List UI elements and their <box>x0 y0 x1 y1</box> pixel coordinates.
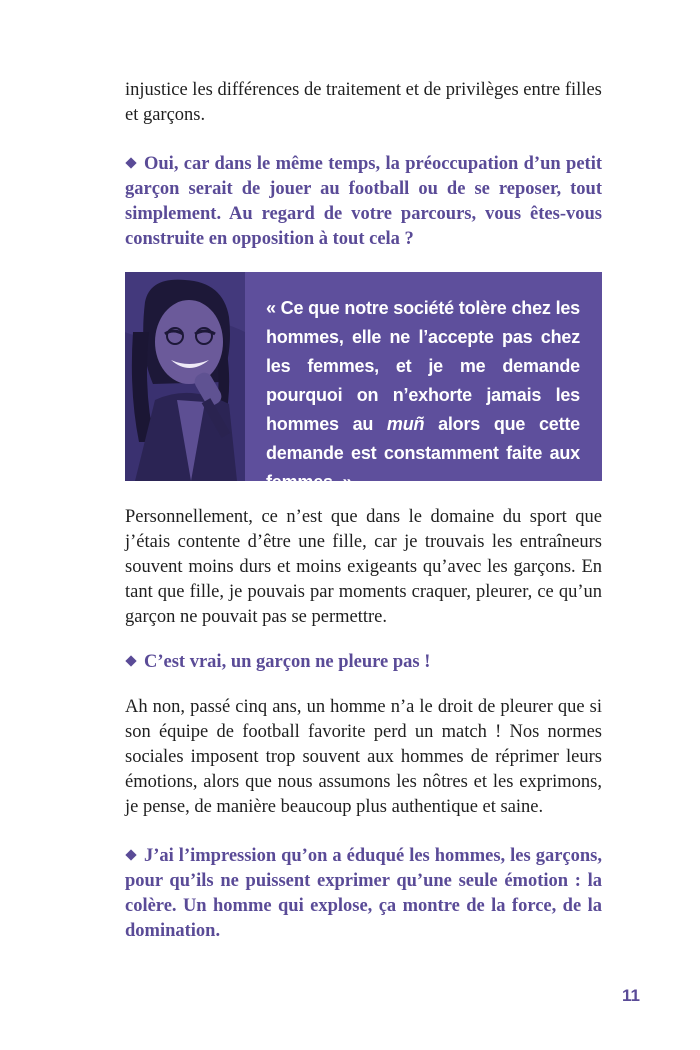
paragraph-sport: Personnellement, ce n’est que dans le domaine du sport que j’étais contente d’être une fille, car je trouvais les entraîneurs souvent moins durs et moins exigeants qu’avec les garçons. En tant que fille, je pouvais par moments craquer, pleurer, ce qu’un garçon ne pouvait pas se permettre. <box>125 507 602 627</box>
question-2 <box>125 650 602 675</box>
quote-text <box>266 294 580 497</box>
diamond-bullet-icon <box>125 656 136 667</box>
paragraph-norms: Ah non, passé cinq ans, un homme n’a le droit de pleurer que si son équipe de football favorite perd un match ! Nos normes sociales imposent trop souvent aux hommes de réprimer leurs émotions, alors que nous assumons les nôtres et les exprimons, je pense, de manière beaucoup plus authentique et saine. <box>125 697 602 817</box>
question-3 <box>125 844 602 944</box>
question-1-text: Oui, car dans le même temps, la préoccupation d’un petit garçon serait de jouer au football ou de se reposer, tout simplement. Au regard de votre parcours, vous êtes-vous construite en opposition à tout cela ? <box>125 154 602 249</box>
paragraph-intro: injustice les différences de traitement et de privilèges entre filles et garçons. <box>125 80 602 125</box>
speaker-portrait-icon <box>125 272 245 481</box>
question-3-text: J’ai l’impression qu’on a éduqué les hommes, les garçons, pour qu’ils ne puissent exprimer qu’une seule émotion : la colère. Un homme qui explose, ça montre de la force, de la domination. <box>125 846 602 941</box>
diamond-bullet-icon <box>125 850 136 861</box>
page-number: 11 <box>622 986 640 1005</box>
page-content <box>125 78 602 944</box>
question-1 <box>125 152 602 252</box>
quote-text-end: alors que cette demande est constamment faite aux femmes. » <box>266 414 580 492</box>
pull-quote-box <box>125 272 602 492</box>
speaker-photo <box>125 272 245 481</box>
question-2-text: C’est vrai, un garçon ne pleure pas ! <box>144 652 431 672</box>
diamond-bullet-icon <box>125 158 136 169</box>
quote-emphasis: muñ <box>386 414 425 434</box>
quote-panel <box>245 272 602 492</box>
quote-text-start: « Ce que notre société tolère chez les hommes, elle ne l’accepte pas chez les femmes, et je me demande pourquoi on n’exhorte jamais les hommes au <box>266 298 580 434</box>
